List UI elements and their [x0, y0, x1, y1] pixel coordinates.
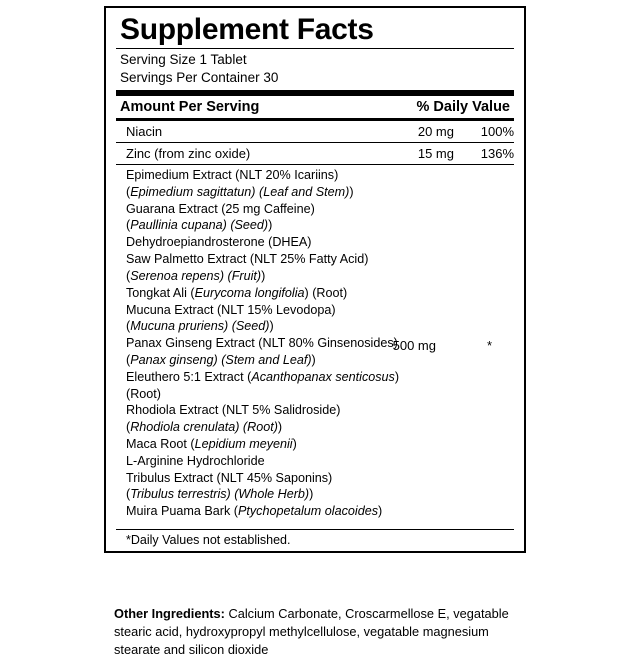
table-header-row	[120, 99, 510, 115]
divider-above-header	[116, 90, 514, 96]
nutrient-name: Zinc (from zinc oxide)	[126, 146, 251, 162]
blend-daily-value: *	[486, 338, 492, 354]
supplement-facts-panel	[104, 6, 526, 553]
amount-per-serving-header: Amount Per Serving	[120, 99, 260, 116]
nutrient-amount: 20 mg	[417, 124, 454, 140]
nutrient-amount: 15 mg	[417, 146, 454, 162]
divider-row-2	[116, 164, 514, 165]
nutrient-daily-value: 136%	[480, 146, 514, 162]
list-item: Mucuna Extract (NLT 15% Levodopa)	[126, 302, 336, 317]
divider-under-title	[116, 48, 514, 49]
list-item: L-Arginine Hydrochloride	[126, 453, 265, 468]
list-item: (Serenoa repens) (Fruit))	[126, 268, 266, 283]
list-item: Tongkat Ali (Eurycoma longifolia) (Root)	[126, 285, 348, 300]
list-item: (Mucuna pruriens) (Seed))	[126, 319, 274, 334]
list-item: Tribulus Extract (NLT 45% Saponins)	[126, 470, 333, 485]
list-item: Epimedium Extract (NLT 20% Icariins)	[126, 168, 339, 183]
list-item: Muira Puama Bark (Ptychopetalum olacoides)	[126, 504, 383, 519]
daily-value-header: % Daily Value	[416, 99, 510, 116]
serving-size: Serving Size 1 Tablet	[120, 52, 247, 68]
other-ingredients-label: Other Ingredients:	[114, 606, 225, 621]
list-item: Eleuthero 5:1 Extract (Acanthopanax senticosus)	[126, 369, 400, 384]
divider-under-header	[116, 118, 514, 121]
blend-amount: 500 mg	[392, 338, 436, 354]
proprietary-blend-block	[116, 167, 514, 527]
list-item: (Tribulus terrestris) (Whole Herb))	[126, 487, 314, 502]
table-row	[126, 146, 514, 161]
daily-value-footnote: *Daily Values not established.	[126, 533, 291, 548]
nutrient-name: Niacin	[126, 124, 163, 140]
nutrient-daily-value: 100%	[480, 124, 514, 140]
list-item: Maca Root (Lepidium meyenii)	[126, 437, 297, 452]
other-ingredients-text: Calcium Carbonate, Croscarmellose E, vegatable stearic acid, hydroxypropyl methylcellulose, vegatable magnesium stearate and silicon dioxide	[114, 606, 509, 658]
list-item: (Epimedium sagittatun) (Leaf and Stem))	[126, 184, 354, 199]
list-item: Guarana Extract (25 mg Caffeine)	[126, 201, 315, 216]
list-item: (Paullinia cupana) (Seed))	[126, 218, 273, 233]
page-title: Supplement Facts	[120, 13, 374, 46]
list-item: (Root)	[126, 386, 161, 401]
list-item: (Panax ginseng) (Stem and Leaf))	[126, 352, 316, 367]
servings-per-container: Servings Per Container 30	[120, 70, 279, 86]
list-item: Rhodiola Extract (NLT 5% Salidroside)	[126, 403, 341, 418]
table-row	[126, 124, 514, 139]
list-item: Panax Ginseng Extract (NLT 80% Ginsenosides)	[126, 336, 398, 351]
list-item: Dehydroepiandrosterone (DHEA)	[126, 235, 312, 250]
list-item: Saw Palmetto Extract (NLT 25% Fatty Acid)	[126, 252, 369, 267]
list-item: (Rhodiola crenulata) (Root))	[126, 420, 283, 435]
divider-above-footnote	[116, 529, 514, 530]
divider-row-1	[116, 142, 514, 143]
other-ingredients	[114, 605, 534, 659]
